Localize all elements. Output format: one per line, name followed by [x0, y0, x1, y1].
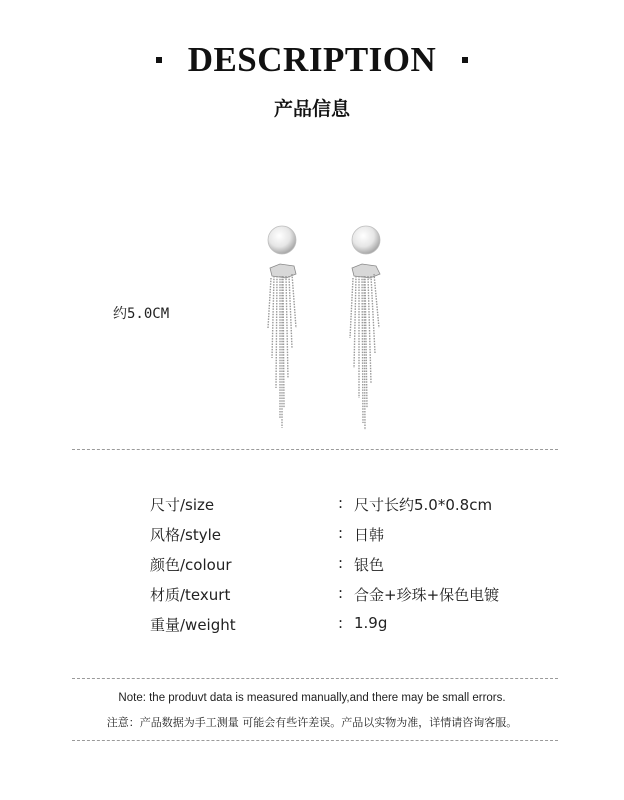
spec-row-colour [150, 554, 550, 584]
spec-colon: : [338, 494, 344, 512]
spec-value: 1.9g [354, 614, 388, 632]
spec-label: 风格/style [150, 526, 222, 544]
spec-value: 合金+珍珠+保色电镀 [354, 586, 500, 604]
spec-label: 颜色/colour [150, 556, 232, 574]
spec-label: 材质/texurt [150, 586, 231, 604]
earrings-image [236, 218, 406, 438]
divider-middle [72, 678, 558, 679]
left-earring [268, 226, 296, 428]
right-earring [350, 226, 380, 430]
divider-bottom [72, 740, 558, 741]
spec-row-size [150, 494, 550, 524]
page-header [0, 40, 624, 80]
spec-colon: : [338, 554, 344, 572]
spec-value: 银色 [354, 556, 385, 574]
spec-label: 尺寸/size [150, 496, 215, 514]
spec-label: 重量/weight [150, 616, 236, 634]
spec-colon: : [338, 614, 344, 632]
bullet-left [156, 57, 162, 63]
page-subtitle: 产品信息 [273, 98, 350, 120]
page-title: DESCRIPTION [187, 40, 437, 79]
spec-table [150, 494, 550, 644]
spec-colon: : [338, 524, 344, 542]
note-english: Note: the produvt data is measured manually,and there may be small errors. [118, 692, 506, 704]
note-chinese: 注意：产品数据为手工测量 可能会有些许差误。产品以实物为准，详情请咨询客服。 [106, 716, 518, 729]
spec-row-style [150, 524, 550, 554]
spec-row-material [150, 584, 550, 614]
spec-value: 日韩 [354, 526, 385, 544]
size-annotation: 约5.0CM [113, 306, 170, 322]
spec-row-weight [150, 614, 550, 644]
bullet-right [462, 57, 468, 63]
divider-top [72, 449, 558, 450]
spec-colon: : [338, 584, 344, 602]
spec-value: 尺寸长约5.0*0.8cm [354, 496, 493, 514]
